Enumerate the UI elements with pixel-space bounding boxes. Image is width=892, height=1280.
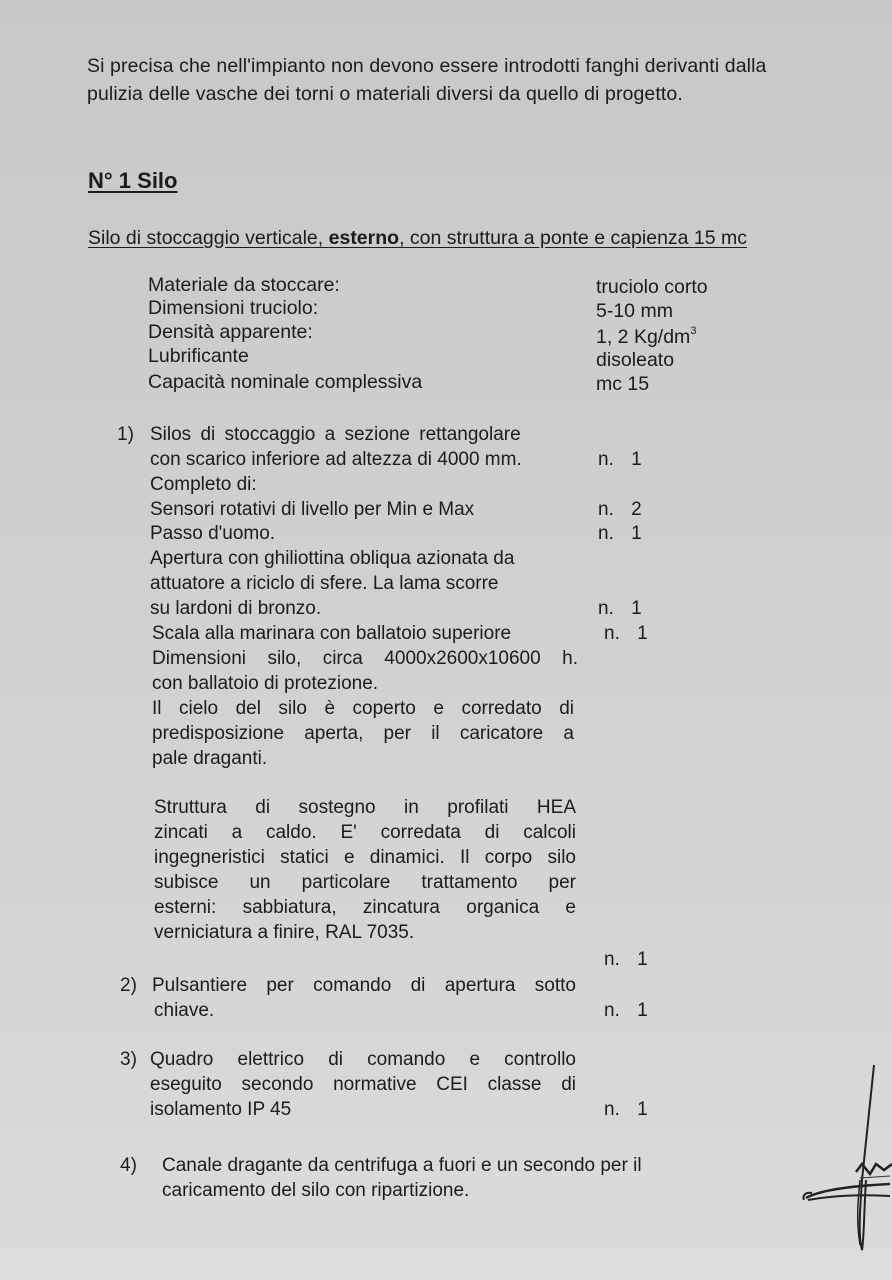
item-line: attuatore a riciclo di sfere. La lama scorre — [150, 573, 499, 594]
spec-value: 5-10 mm — [596, 300, 673, 322]
spec-value: truciolo corto — [596, 276, 708, 298]
item-line: pale draganti. — [152, 748, 268, 769]
item-quantity: n. 1 — [604, 1000, 648, 1021]
item-line: Silos di stoccaggio a sezione rettangolare — [150, 424, 521, 445]
item-line: predisposizione aperta, per il caricatore a — [152, 723, 574, 744]
spec-label: Materiale da stoccare: — [148, 274, 340, 296]
item-line: con scarico inferiore ad altezza di 4000 mm. — [150, 449, 522, 470]
spec-value: mc 15 — [596, 373, 650, 395]
subtitle-pre: Silo di stoccaggio verticale, — [88, 227, 329, 249]
item-line: Quadro elettrico di comando e controllo — [150, 1049, 576, 1070]
spec-label: Dimensioni truciolo: — [148, 297, 319, 319]
item-line: eseguito secondo normative CEI classe di — [150, 1074, 576, 1095]
section-subtitle — [88, 227, 747, 250]
item-number: 2) — [120, 975, 137, 996]
item-line: Il cielo del silo è coperto e corredato di — [152, 698, 574, 719]
item-line: Sensori rotativi di livello per Min e Max — [150, 499, 475, 520]
item-line: chiave. — [154, 1000, 215, 1021]
item-line: Struttura di sostegno in profilati HEA — [154, 797, 576, 818]
item-line: su lardoni di bronzo. — [150, 598, 322, 619]
item-quantity: n. 2 — [598, 499, 642, 520]
item-line: caricamento del silo con ripartizione. — [162, 1180, 470, 1201]
intro-line-2: pulizia delle vasche dei torni o materiali diversi da quello di progetto. — [87, 83, 683, 105]
item-quantity: n. 1 — [598, 523, 642, 544]
item-line: Passo d'uomo. — [150, 523, 276, 544]
item-number: 3) — [120, 1049, 137, 1070]
item-line: isolamento IP 45 — [150, 1099, 292, 1120]
item-line: Completo di: — [150, 474, 257, 495]
subtitle-post: , con struttura a ponte e capienza 15 mc — [399, 227, 748, 249]
density-exponent: 3 — [690, 325, 697, 337]
item-quantity: n. 1 — [598, 598, 642, 619]
item-quantity: n. 1 — [598, 449, 642, 470]
item-number: 1) — [117, 424, 134, 445]
item-number: 4) — [120, 1155, 137, 1176]
intro-paragraph — [87, 52, 766, 108]
spec-label: Capacità nominale complessiva — [148, 371, 423, 393]
subtitle-bold: esterno — [328, 227, 400, 249]
signature-mark — [800, 1060, 892, 1260]
section-title: N° 1 Silo — [88, 168, 178, 193]
item-quantity: n. 1 — [604, 949, 648, 970]
item-quantity: n. 1 — [604, 623, 648, 644]
item-line: Scala alla marinara con ballatoio superiore — [152, 623, 512, 644]
item-line: subisce un particolare trattamento per — [154, 872, 576, 893]
item-line: esterni: sabbiatura, zincatura organica e — [154, 897, 576, 918]
intro-line-1: Si precisa che nell'impianto non devono essere introdotti fanghi derivanti dalla — [87, 55, 767, 77]
item-line: Canale dragante da centrifuga a fuori e un secondo per il — [162, 1155, 642, 1176]
item-quantity: n. 1 — [604, 1099, 648, 1120]
spec-value — [596, 325, 696, 349]
density-value: 1, 2 Kg/dm — [596, 326, 691, 348]
item-line: Dimensioni silo, circa 4000x2600x10600 h. — [152, 648, 578, 669]
spec-label: Densità apparente: — [148, 321, 313, 343]
item-line: zincati a caldo. E' corredata di calcoli — [154, 822, 576, 843]
item-line: ingegneristici statici e dinamici. Il corpo silo — [154, 847, 576, 868]
item-line: Apertura con ghiliottina obliqua azionata da — [150, 548, 515, 569]
item-line: con ballatoio di protezione. — [152, 673, 379, 694]
item-line: verniciatura a finire, RAL 7035. — [154, 922, 415, 943]
item-line: Pulsantiere per comando di apertura sotto — [152, 975, 576, 996]
spec-value: disoleato — [596, 349, 675, 371]
spec-label: Lubrificante — [148, 345, 249, 367]
